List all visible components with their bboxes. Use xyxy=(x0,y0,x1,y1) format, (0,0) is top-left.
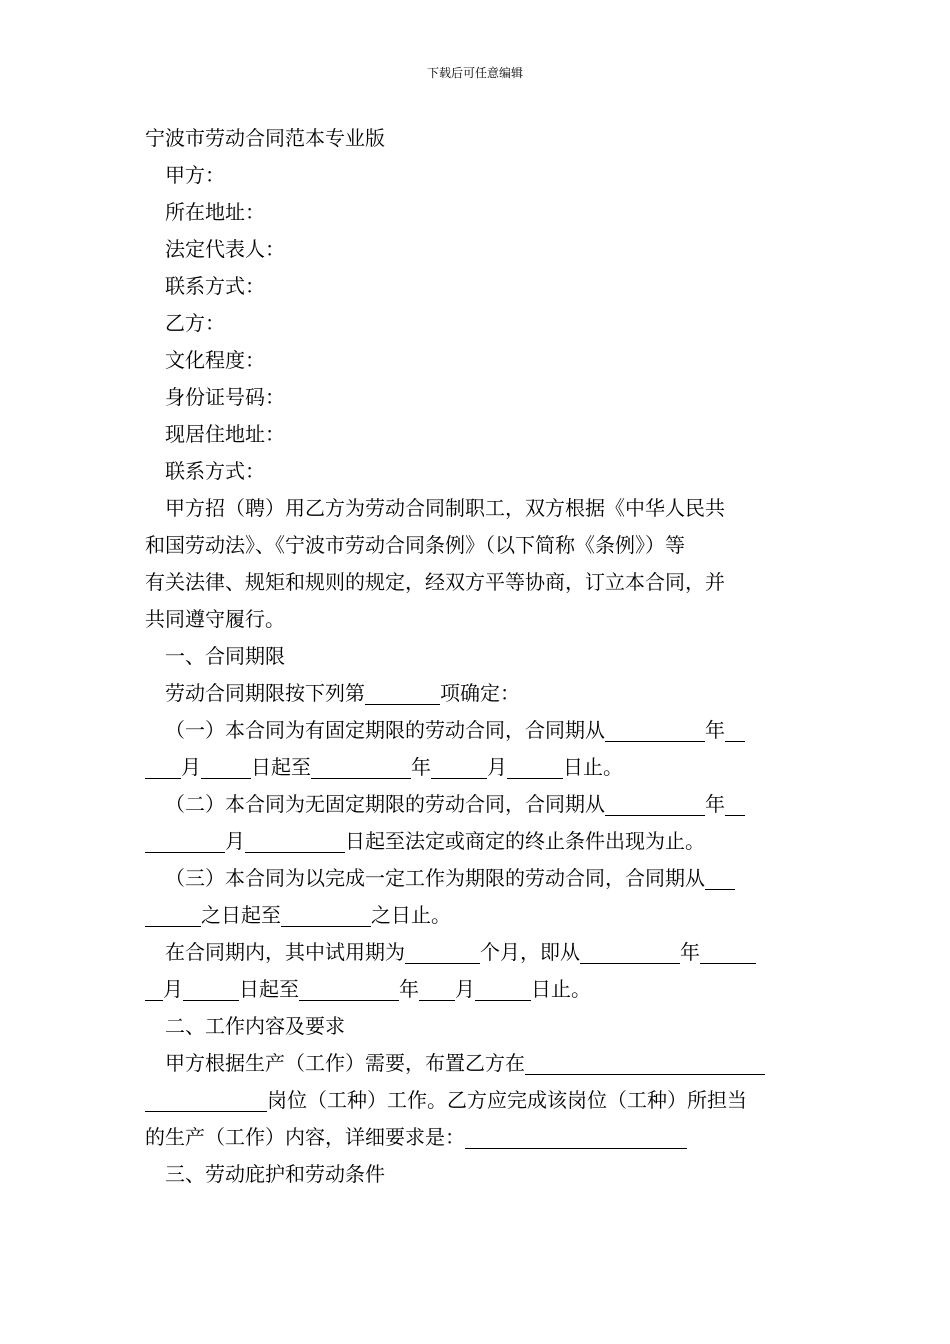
field-legal-rep: 法定代表人： xyxy=(165,237,285,261)
fixed-term-line-1: （一）本合同为有固定期限的劳动合同，合同期从 年 xyxy=(145,712,806,749)
intro-line: 共同遵守履行。 xyxy=(145,607,285,631)
start-month-blank[interactable] xyxy=(725,717,745,742)
open-term-line-1: （二）本合同为无固定期限的劳动合同，合同期从 年 xyxy=(145,786,806,823)
end-year-blank[interactable] xyxy=(311,754,411,779)
field-party-a: 甲方： xyxy=(165,163,225,187)
field-party-b: 乙方： xyxy=(165,311,225,335)
page-header-note: 下载后可任意编辑 xyxy=(426,66,523,80)
field-id-number: 身份证号码： xyxy=(165,385,285,409)
start-year-blank[interactable] xyxy=(605,791,705,816)
term-option-blank[interactable] xyxy=(365,680,440,705)
section-3-heading: 三、劳动庇护和劳动条件 xyxy=(165,1162,385,1186)
intro-line: 甲方招（聘）用乙方为劳动合同制职工，双方根据《中华人民共 xyxy=(165,496,725,520)
term-selection-line: 劳动合同期限按下列第 项确定： xyxy=(165,681,520,705)
probation-months-blank[interactable] xyxy=(405,939,480,964)
task-term-line-2: 之日起至 之日止。 xyxy=(145,897,806,934)
contract-body xyxy=(145,120,806,1193)
task-end-blank[interactable] xyxy=(281,902,371,927)
task-start-blank[interactable] xyxy=(705,865,735,890)
work-position-blank[interactable] xyxy=(145,1087,267,1112)
work-position-blank[interactable] xyxy=(525,1050,765,1075)
probation-end-year-blank[interactable] xyxy=(299,976,399,1001)
document-title: 宁波市劳动合同范本专业版 xyxy=(145,126,385,150)
task-start-blank[interactable] xyxy=(145,902,201,927)
fixed-term-line-2: 月 日起至 年 月 日止。 xyxy=(145,749,806,786)
intro-paragraph xyxy=(145,490,806,638)
start-month-blank[interactable] xyxy=(725,791,745,816)
field-residence: 现居住地址： xyxy=(165,422,285,446)
start-day-blank[interactable] xyxy=(201,754,251,779)
probation-line-1: 在合同期内，其中试用期为 个月，即从 年 xyxy=(145,934,806,971)
probation-start-month-blank[interactable] xyxy=(145,976,163,1001)
work-requirements-blank[interactable] xyxy=(465,1124,687,1149)
probation-start-month-blank[interactable] xyxy=(700,939,756,964)
field-contact-b: 联系方式： xyxy=(165,459,265,483)
start-month-blank[interactable] xyxy=(145,828,225,853)
probation-start-year-blank[interactable] xyxy=(580,939,680,964)
probation-end-month-blank[interactable] xyxy=(419,976,455,1001)
probation-line-2: 月 日起至 年 月 日止。 xyxy=(145,971,806,1008)
section-1-heading: 一、合同期限 xyxy=(165,644,285,668)
end-day-blank[interactable] xyxy=(507,754,563,779)
field-contact-a: 联系方式： xyxy=(165,274,265,298)
probation-start-day-blank[interactable] xyxy=(183,976,239,1001)
field-education: 文化程度： xyxy=(165,348,265,372)
start-year-blank[interactable] xyxy=(605,717,705,742)
section-2-heading: 二、工作内容及要求 xyxy=(165,1014,345,1038)
start-month-blank[interactable] xyxy=(145,754,181,779)
intro-line: 和国劳动法》、《宁波市劳动合同条例》（以下简称《条例》）等 xyxy=(145,533,685,557)
work-content-line-1: 甲方根据生产（工作）需要，布置乙方在 xyxy=(145,1045,806,1082)
open-term-line-2: 月 日起至法定或商定的终止条件出现为止。 xyxy=(145,823,806,860)
intro-line: 有关法律、规矩和规则的规定，经双方平等协商，订立本合同，并 xyxy=(145,570,725,594)
task-term-line-1: （三）本合同为以完成一定工作为期限的劳动合同，合同期从 xyxy=(145,860,806,897)
work-content-line-2: 岗位（工种）工作。乙方应完成该岗位（工种）所担当 xyxy=(145,1082,806,1119)
probation-end-day-blank[interactable] xyxy=(475,976,531,1001)
end-month-blank[interactable] xyxy=(431,754,487,779)
field-address: 所在地址： xyxy=(165,200,265,224)
work-content-line-3: 的生产（工作）内容，详细要求是： xyxy=(145,1119,806,1156)
start-day-blank[interactable] xyxy=(245,828,345,853)
